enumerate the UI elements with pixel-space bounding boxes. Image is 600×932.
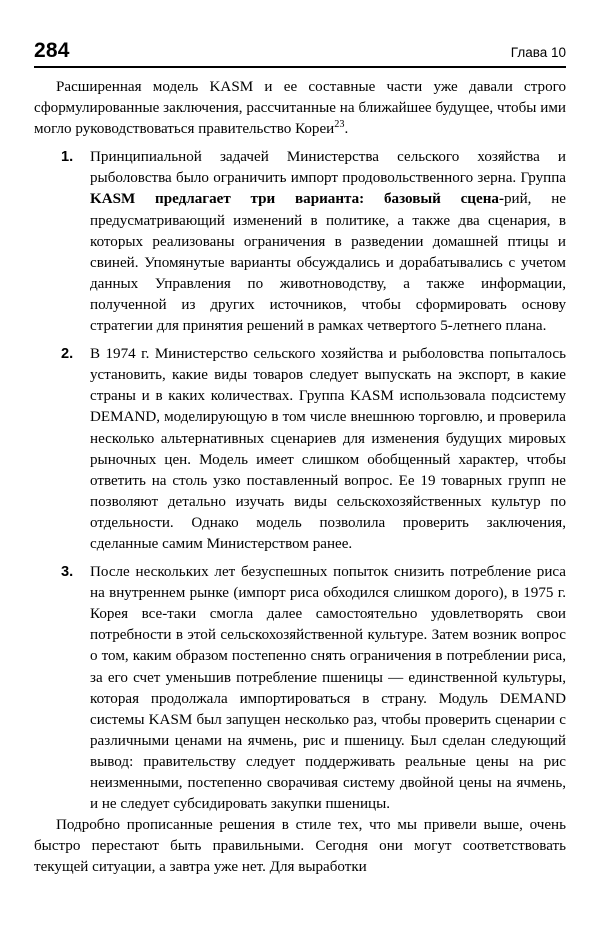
page-number: 284 [34,39,70,62]
list-item [34,147,566,337]
footnote-reference-marker: 23 [334,119,345,131]
closing-paragraph: Подробно прописанные решения в стиле тех, что мы привели выше, очень быстро перестают быть правильными. Сегодня они могут соответствовать текущей ситуации, а завтра уже нет. Для выработки [34,817,566,876]
list-item [34,344,566,555]
text-run-regular: После нескольких лет безуспешных попыток снизить потребление риса на внутреннем рынке (импорт риса обходился слишком дорого), в 1975 г. Корея все-таки смогла далее самостоятельно удовлетворять свои потребности в этой сельскохозяйственной культуре. Затем возник вопрос о том, каким образом постепенно снять ограничения в потреблении риса, за его счет уменьшив потребление пшеницы — единственной культуры, которая продолжала импортироваться в страну. Модуль DEMAND системы KASM был запущен несколько раз, чтобы проверить сценарии с различными ценами на ячмень, рис и пшеницу. Был сделан следующий вывод: правительству следует поддерживать реальные цены на рис неизменными, постепенно сворачивая систему двойной цены на ячмень, и не следует субсидировать закупки пшеницы. [90,564,566,813]
text-run-regular: рий, не предусматривающий изменений в политике, а также два сценария, в которых реализованы ограничения в разведении домашней птицы и свиней. Упомянутые варианты обсуждались и дорабатывались с учетом данных Управления по животноводству, а также информации, полученной из других источников, чтобы сформировать основу стратегии для принятия решений в рамках четвертого 5-летнего плана. [90,191,566,335]
list-item-marker: 3. [61,564,74,581]
intro-paragraph-tail: . [344,121,349,138]
list-item [34,562,566,815]
list-item-text [90,344,566,555]
list-item-text [90,147,566,337]
running-head [34,40,566,66]
chapter-label: Глава 10 [510,45,566,60]
numbered-list [34,147,566,815]
text-run-regular: Принципиальной задачей Министерства сельского хозяйства и рыболовства было ограничить импорт продовольственного зерна. Группа [90,149,566,187]
text-run-regular: В 1974 г. Министерство сельского хозяйства и рыболовства попыталось установить, какие виды товаров следует выпускать на экспорт, в какие страны и в каких количествах. Группа KASM использовала подсистему DEMAND, моделирующую в том числе внешнюю торговлю, и проверила несколько альтернативных сценариев для изменения будущих мировых рыночных цен. Модель имеет слишком обобщенный характер, чтобы ответить на столь узко поставленный вопрос. Ее 19 товарных групп не позволяют детально изучать виды сельскохозяйственных культур по отдельности. Однако модель позволила проверить заключения, сделанные самим Министерством ранее. [90,346,566,552]
text-run-bold: KASM предлагает три варианта: базовый сцена- [90,191,504,208]
header-rule-divider [34,66,566,68]
intro-paragraph-text: Расширенная модель KASM и ее составные части уже давали строго сформулированные заключения, рассчитанные на ближайшее будущее, чтобы ими могло руководствоваться правительство Кореи [34,79,566,138]
list-item-text [90,562,566,815]
list-item-marker: 1. [61,149,74,166]
body-text-block [34,77,566,878]
intro-paragraph [34,77,566,140]
list-item-marker: 2. [61,346,74,363]
